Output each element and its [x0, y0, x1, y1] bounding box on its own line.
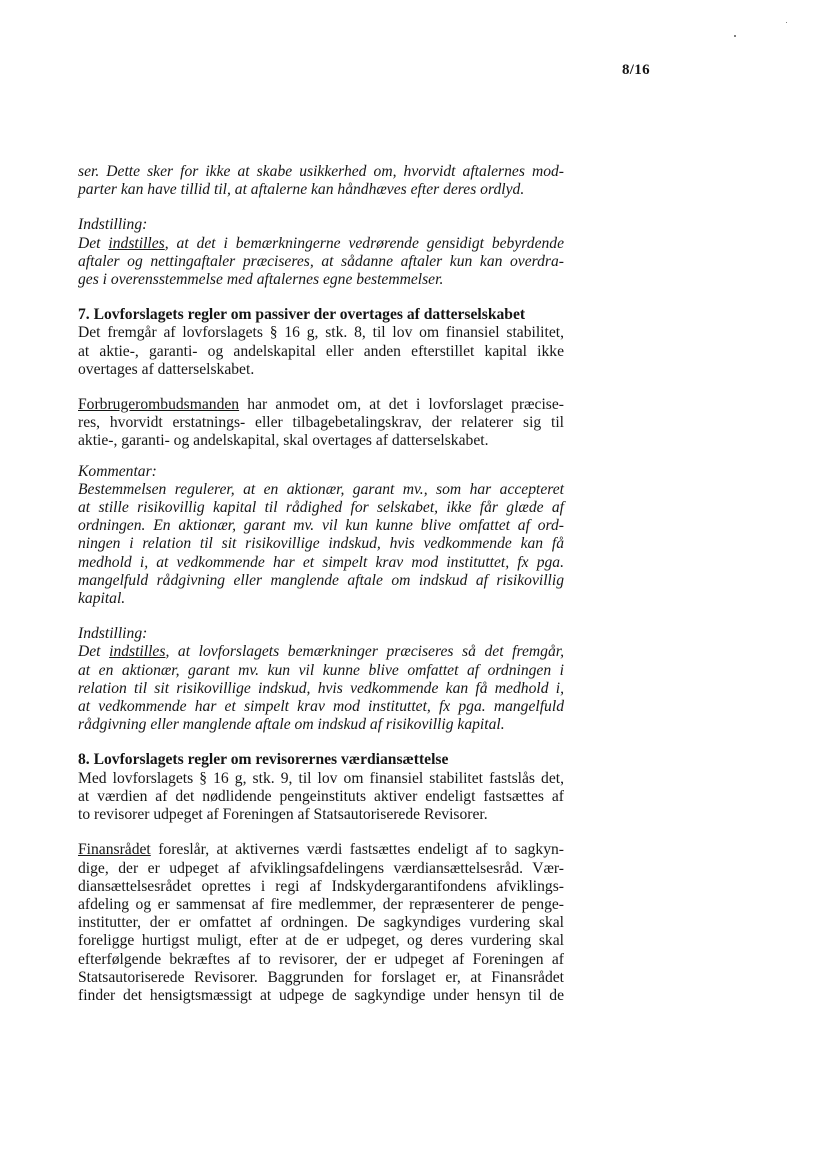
text-line: medhold i, at vedkommende har et simpelt krav mod instituttet, fx pga.	[78, 553, 564, 571]
text-line: dige, der er udpeget af afviklingsafdelingens værdiansættelsesråd. Vær-	[78, 859, 564, 877]
text-fragment: Det	[78, 643, 110, 661]
text-line: Det fremgår af lovforslagets § 16 g, stk. 8, til lov om finansiel stabilitet,	[78, 324, 564, 342]
text-line: overtages af datterselskabet.	[78, 360, 255, 378]
text-line: aktie-, garanti- og andelskapital, skal overtages af datterselskabet.	[78, 432, 489, 450]
recommendation-paragraph	[78, 216, 564, 289]
text-fragment: har anmodet om, at det i lovforslaget præcise-	[239, 396, 564, 414]
underlined-term: indstilles	[108, 234, 165, 252]
scan-speck	[734, 35, 736, 37]
text-line: at vedkommende har et simpelt krav mod instituttet, fx pga. mangelfuld	[78, 698, 564, 716]
text-line: parter kan have tillid til, at aftalerne kan håndhæves efter deres ordlyd.	[78, 181, 525, 199]
comment-label: Kommentar:	[78, 462, 157, 480]
text-line: rådgivning eller manglende aftale om indskud af risikovillig kapital.	[78, 716, 505, 734]
text-line: afdeling og er sammensat af fire medlemmer, der repræsenterer de penge-	[78, 895, 564, 913]
text-line	[78, 235, 564, 253]
text-fragment: , at det i bemærkningerne vedrørende gensidigt bebyrdende	[164, 234, 565, 252]
text-line: ningen i relation til sit risikovillige indskud, hvis vedkommende kan få	[78, 535, 564, 553]
text-line: diansættelsesrådet oprettes i regi af Indskydergarantifondens afviklings-	[78, 877, 564, 895]
text-line: Bestemmelsen regulerer, at en aktionær, garant mv., som har accepteret	[78, 480, 564, 498]
recommendation-label: Indstilling:	[78, 625, 148, 643]
text-line: Med lovforslagets § 16 g, stk. 9, til lov om finansiel stabilitet fastslås det,	[78, 769, 564, 787]
text-line	[78, 643, 564, 661]
text-line	[78, 841, 564, 859]
text-line: aftaler og nettingaftaler præciseres, at sådanne aftaler kun kan overdra-	[78, 252, 564, 270]
text-line: finder det hensigtsmæssigt at udpege de sagkyndige under hensyn til de	[78, 986, 564, 1004]
text-line: kapital.	[78, 590, 126, 608]
text-line: ordningen. En aktionær, garant mv. vil kun kunne blive omfattet af ord-	[78, 517, 564, 535]
section-heading: 8. Lovforslagets regler om revisorernes værdiansættelse	[78, 751, 449, 769]
recommendation-label: Indstilling:	[78, 216, 148, 234]
text-line: at stille risikovillig kapital til rådighed for selskabet, ikke får glæde af	[78, 499, 564, 517]
comment-paragraph	[78, 463, 564, 609]
text-line: at aktie-, garanti- og andelskapital eller anden efterstillet kapital ikke	[78, 342, 564, 360]
underlined-term: indstilles	[109, 643, 166, 661]
recommendation-paragraph	[78, 625, 564, 734]
text-fragment: foreslår, at aktivernes værdi fastsættes endeligt af to sagkyn-	[150, 841, 564, 859]
text-line: mangelfuld rådgivning eller manglende aftale om indskud af risikovillig	[78, 571, 564, 589]
scan-speck	[786, 22, 787, 23]
text-line: res, hvorvidt erstatnings- eller tilbagebetalingskrav, der relaterer sig til	[78, 414, 564, 432]
text-line: relation til sit risikovillige indskud, hvis vedkommende kan få medhold i,	[78, 679, 564, 697]
text-line: at en aktionær, garant mv. kun vil kunne blive omfattet af ordningen i	[78, 661, 564, 679]
ombudsman-paragraph	[78, 396, 564, 451]
section-8	[78, 751, 564, 824]
text-line: ges i overensstemmelse med aftalernes egne bestemmelser.	[78, 271, 444, 289]
continuation-paragraph	[78, 163, 564, 199]
text-line: efterfølgende bekræftes af to revisorer, der er udpeget af Foreningen af	[78, 950, 564, 968]
section-7	[78, 306, 564, 379]
page-number: 8/16	[622, 62, 650, 78]
finansraadet-paragraph	[78, 841, 564, 1005]
text-line: at værdien af det nødlidende pengeinstituts aktiver endeligt fastsættes af	[78, 787, 564, 805]
underlined-term: Finansrådet	[78, 841, 151, 859]
text-fragment: , at lovforslagets bemærkninger præciseres så det fremgår,	[165, 643, 564, 661]
text-line: Statsautoriserede Revisorer. Baggrunden for forslaget er, at Finansrådet	[78, 968, 564, 986]
text-line	[78, 396, 564, 414]
text-line: ser. Dette sker for ikke at skabe usikkerhed om, hvorvidt aftalernes mod-	[78, 163, 564, 180]
underlined-term: Forbrugerombudsmanden	[78, 396, 240, 414]
text-line: institutter, der er omfattet af ordningen. De sagkyndiges vurdering skal	[78, 914, 564, 932]
text-line: foreligge hurtigst muligt, efter at de er udpeget, og deres vurdering skal	[78, 932, 564, 950]
text-line: to revisorer udpeget af Foreningen af Statsautoriserede Revisorer.	[78, 806, 488, 824]
document-body	[78, 163, 564, 1022]
section-heading: 7. Lovforslagets regler om passiver der overtages af datterselskabet	[78, 306, 526, 324]
text-fragment: Det	[78, 234, 109, 252]
